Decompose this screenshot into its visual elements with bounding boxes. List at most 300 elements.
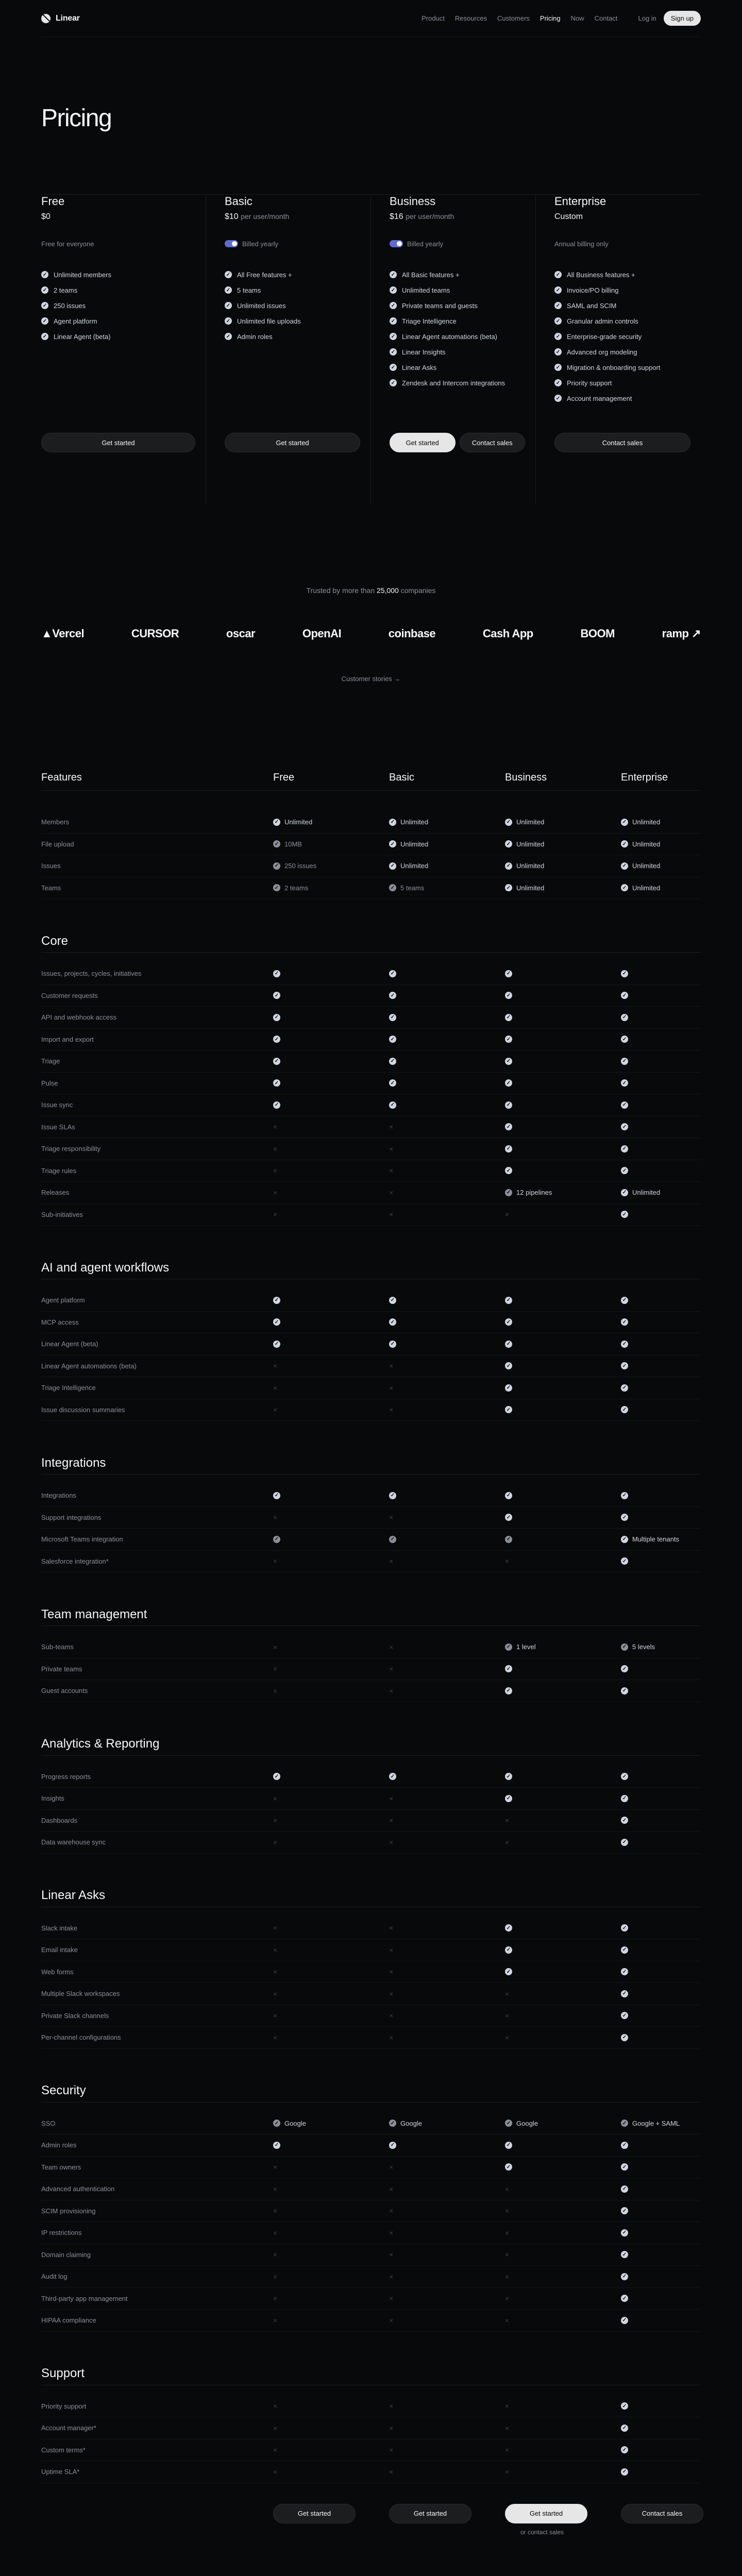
comparison-cell bbox=[621, 2317, 737, 2324]
check-icon: ✓ bbox=[389, 1058, 396, 1065]
row-label: SCIM provisioning bbox=[41, 2207, 96, 2215]
comparison-row bbox=[41, 2266, 701, 2288]
not-included-icon: × bbox=[389, 2184, 394, 2193]
comparison-cell bbox=[273, 1101, 389, 1109]
check-icon: ✓ bbox=[621, 1297, 628, 1304]
comparison-row bbox=[41, 1290, 701, 1312]
comparison-cell bbox=[505, 1406, 621, 1413]
comparison-cell bbox=[505, 840, 621, 848]
comparison-row bbox=[41, 1073, 701, 1095]
check-icon: ✓ bbox=[554, 271, 562, 278]
cell-value: Unlimited bbox=[400, 818, 429, 826]
comparison-cell bbox=[389, 1405, 505, 1414]
check-icon: ✓ bbox=[389, 970, 396, 977]
plan-note-text: Annual billing only bbox=[554, 240, 609, 248]
nav-link-customers[interactable]: Customers bbox=[497, 14, 530, 22]
comparison-cell bbox=[389, 2229, 505, 2237]
plan-ctas bbox=[225, 433, 360, 452]
check-icon: ✓ bbox=[505, 1514, 512, 1521]
plan-feature-label: 250 issues bbox=[54, 301, 86, 310]
check-icon: ✓ bbox=[273, 970, 280, 977]
not-included-icon: × bbox=[273, 1144, 278, 1153]
plan-price-suffix: per user/month bbox=[241, 212, 290, 221]
not-included-icon: × bbox=[273, 1989, 278, 1998]
row-label: Releases bbox=[41, 1189, 70, 1197]
cta-cell bbox=[621, 2504, 737, 2524]
plan-feature-label: Migration & onboarding support bbox=[567, 363, 661, 371]
contact-sales-button[interactable]: Contact sales bbox=[460, 433, 526, 452]
plan-feature-item bbox=[390, 282, 525, 298]
check-icon: ✓ bbox=[273, 992, 280, 999]
cell-value: Unlimited bbox=[632, 840, 661, 848]
not-included-icon: × bbox=[505, 2424, 510, 2432]
comparison-cell bbox=[621, 1839, 737, 1846]
plan-ctas bbox=[554, 433, 690, 452]
row-label: Dashboards bbox=[41, 1816, 78, 1824]
check-icon: ✓ bbox=[621, 1990, 628, 1997]
not-included-icon: × bbox=[389, 1210, 394, 1219]
check-icon: ✓ bbox=[505, 1536, 512, 1543]
plan-name: Business bbox=[390, 195, 436, 208]
cell-value: Google bbox=[400, 2119, 422, 2127]
comparison-cell bbox=[389, 1384, 505, 1392]
comparison-cell bbox=[389, 1946, 505, 1954]
check-icon: ✓ bbox=[554, 379, 562, 386]
check-icon: ✓ bbox=[621, 1189, 628, 1196]
check-icon: ✓ bbox=[505, 1795, 512, 1802]
comparison-cell bbox=[621, 1101, 737, 1109]
get-started-button[interactable]: Get started bbox=[505, 2504, 587, 2523]
not-included-icon: × bbox=[505, 2207, 510, 2215]
page-title: Pricing bbox=[41, 105, 112, 132]
not-included-icon: × bbox=[273, 2033, 278, 2042]
comparison-cell bbox=[621, 2273, 737, 2280]
check-icon: ✓ bbox=[389, 1079, 396, 1087]
not-included-icon: × bbox=[505, 2011, 510, 2020]
comparison-row bbox=[41, 963, 701, 985]
not-included-icon: × bbox=[273, 2011, 278, 2020]
not-included-icon: × bbox=[273, 1686, 278, 1695]
comparison-row bbox=[41, 1551, 701, 1573]
not-included-icon: × bbox=[389, 1686, 394, 1695]
comparison-cell bbox=[621, 1341, 737, 1348]
check-icon: ✓ bbox=[390, 379, 397, 386]
nav-link-pricing[interactable]: Pricing bbox=[539, 14, 561, 22]
comparison-cell bbox=[389, 1492, 505, 1499]
comparison-cell bbox=[505, 1514, 621, 1521]
comparison-cell bbox=[621, 2120, 737, 2127]
comparison-row bbox=[41, 1810, 701, 1832]
comparison-row bbox=[41, 1333, 701, 1355]
nav-link-product[interactable]: Product bbox=[421, 14, 445, 22]
row-label: Import and export bbox=[41, 1035, 94, 1043]
plan-feature-item bbox=[554, 391, 690, 406]
customer-stories-link[interactable]: Customer stories → bbox=[341, 675, 401, 683]
category-title-analytics-reporting: Analytics & Reporting bbox=[41, 1733, 701, 1756]
comparison-cell bbox=[273, 1210, 389, 1218]
comparison-cell bbox=[389, 2294, 505, 2302]
comparison-cell bbox=[273, 1643, 389, 1651]
comparison-cell bbox=[273, 992, 389, 999]
comparison-row bbox=[41, 1485, 701, 1507]
plan-price-amount: Custom bbox=[554, 212, 583, 221]
comparison-cell bbox=[621, 1492, 737, 1499]
not-included-icon: × bbox=[273, 2402, 278, 2411]
check-icon: ✓ bbox=[389, 1014, 396, 1021]
plan-feature-label: Linear Insights bbox=[402, 348, 446, 356]
comparison-row bbox=[41, 1658, 701, 1681]
comparison-cell bbox=[273, 862, 389, 870]
comparison-cell bbox=[505, 1536, 621, 1543]
comparison-row bbox=[41, 834, 701, 856]
trusted-suffix: companies bbox=[400, 586, 436, 595]
check-icon: ✓ bbox=[41, 317, 48, 325]
plan-feature-item bbox=[390, 267, 525, 282]
comparison-cell bbox=[389, 970, 505, 977]
comparison-row bbox=[41, 1138, 701, 1160]
plan-feature-label: Unlimited file uploads bbox=[237, 317, 301, 325]
check-icon: ✓ bbox=[273, 1079, 280, 1087]
plan-ctas bbox=[390, 433, 525, 452]
comparison-cell bbox=[621, 1297, 737, 1304]
not-included-icon: × bbox=[389, 1188, 394, 1197]
check-icon: ✓ bbox=[41, 302, 48, 309]
comparison-row bbox=[41, 1182, 701, 1204]
comparison-cell bbox=[389, 1123, 505, 1131]
check-icon: ✓ bbox=[505, 992, 512, 999]
not-included-icon: × bbox=[273, 2446, 278, 2454]
plan-feature-item bbox=[225, 282, 360, 298]
comparison-cell bbox=[505, 2185, 621, 2193]
comparison-cell bbox=[621, 818, 737, 826]
not-included-icon: × bbox=[389, 1989, 394, 1998]
comparison-cell bbox=[505, 1924, 621, 1931]
comparison-cell bbox=[389, 1687, 505, 1695]
comparison-row bbox=[41, 2157, 701, 2179]
category-title-integrations: Integrations bbox=[41, 1452, 701, 1475]
get-started-button[interactable]: Get started bbox=[390, 433, 456, 452]
comparison-cell bbox=[389, 1318, 505, 1326]
not-included-icon: × bbox=[505, 1210, 510, 1219]
plan-feature-item bbox=[554, 298, 690, 313]
comparison-cell bbox=[505, 2229, 621, 2237]
not-included-icon: × bbox=[389, 2467, 394, 2476]
comparison-row bbox=[41, 877, 701, 900]
row-label: Salesforce integration* bbox=[41, 1557, 109, 1565]
row-label: Uptime SLA* bbox=[41, 2468, 80, 2476]
category-title-linear-asks: Linear Asks bbox=[41, 1885, 701, 1907]
comparison-cell bbox=[621, 1687, 737, 1694]
check-icon: ✓ bbox=[225, 271, 232, 278]
row-label: Members bbox=[41, 818, 70, 826]
login-link[interactable]: Log in bbox=[638, 14, 656, 22]
not-included-icon: × bbox=[273, 2207, 278, 2215]
check-icon: ✓ bbox=[621, 1968, 628, 1975]
category-title-ai-and-agent-workflows: AI and agent workflows bbox=[41, 1257, 701, 1279]
comparison-row bbox=[41, 2178, 701, 2200]
comparison-row bbox=[41, 2027, 701, 2049]
category-title-core: Core bbox=[41, 930, 701, 953]
check-icon: ✓ bbox=[505, 1492, 512, 1499]
row-label: Pulse bbox=[41, 1079, 58, 1087]
comparison-cell bbox=[621, 2295, 737, 2302]
comparison-cell bbox=[621, 2229, 737, 2236]
plan-feature-item bbox=[390, 344, 525, 360]
plan-feature-label: All Free features + bbox=[237, 270, 292, 279]
comparison-cell bbox=[505, 2468, 621, 2476]
comparison-row bbox=[41, 1680, 701, 1702]
comparison-header-free: Free bbox=[273, 772, 295, 783]
plan-features bbox=[225, 267, 360, 344]
plan-billing-note bbox=[390, 239, 525, 248]
billing-toggle[interactable] bbox=[225, 240, 238, 247]
check-icon: ✓ bbox=[273, 1014, 280, 1021]
comparison-cell bbox=[389, 2033, 505, 2042]
comparison-cell bbox=[505, 1687, 621, 1694]
comparison-row bbox=[41, 1094, 701, 1116]
check-icon: ✓ bbox=[621, 2012, 628, 2019]
row-label: IP restrictions bbox=[41, 2229, 82, 2237]
cell-value: Unlimited bbox=[516, 862, 545, 870]
check-icon: ✓ bbox=[225, 317, 232, 325]
comparison-cell bbox=[505, 1795, 621, 1802]
comparison-cell bbox=[389, 818, 505, 826]
comparison-cell bbox=[505, 1167, 621, 1174]
plan-feature-label: Unlimited teams bbox=[402, 286, 450, 294]
get-started-button[interactable]: Get started bbox=[41, 433, 195, 452]
get-started-button[interactable]: Get started bbox=[273, 2504, 356, 2523]
check-icon: ✓ bbox=[554, 364, 562, 371]
comparison-cell bbox=[621, 1990, 737, 1997]
not-included-icon: × bbox=[389, 1383, 394, 1392]
comparison-ctas bbox=[41, 2504, 701, 2524]
not-included-icon: × bbox=[389, 2250, 394, 2259]
not-included-icon: × bbox=[389, 2316, 394, 2325]
check-icon: ✓ bbox=[554, 348, 562, 355]
check-icon: ✓ bbox=[505, 1058, 512, 1065]
check-icon: ✓ bbox=[389, 840, 396, 848]
check-icon: ✓ bbox=[41, 333, 48, 340]
comparison-cell bbox=[389, 840, 505, 848]
check-icon: ✓ bbox=[389, 1492, 396, 1499]
comparison-row bbox=[41, 2439, 701, 2462]
check-icon: ✓ bbox=[505, 1145, 512, 1153]
comparison-cell bbox=[505, 970, 621, 977]
contact-sales-link[interactable]: or contact sales bbox=[520, 2528, 564, 2536]
signup-button[interactable]: Sign up bbox=[664, 11, 701, 26]
linear-logo-icon bbox=[41, 14, 50, 23]
comparison-cell bbox=[389, 1513, 505, 1521]
plan-feature-item bbox=[225, 298, 360, 313]
check-icon: ✓ bbox=[389, 884, 396, 891]
comparison-cell bbox=[389, 2273, 505, 2281]
plan-card-enterprise bbox=[536, 195, 701, 504]
check-icon: ✓ bbox=[621, 1384, 628, 1392]
comparison-row bbox=[41, 1204, 701, 1226]
check-icon: ✓ bbox=[505, 1123, 512, 1130]
comparison-row bbox=[41, 1529, 701, 1551]
check-icon: ✓ bbox=[389, 1036, 396, 1043]
comparison-cell bbox=[621, 1211, 737, 1218]
check-icon: ✓ bbox=[273, 1492, 280, 1499]
row-label: Private Slack channels bbox=[41, 2011, 109, 2020]
check-icon: ✓ bbox=[621, 1058, 628, 1065]
comparison-cell bbox=[273, 1773, 389, 1780]
comparison-cell bbox=[621, 1189, 737, 1196]
comparison-cell bbox=[505, 2207, 621, 2215]
check-icon: ✓ bbox=[389, 1318, 396, 1326]
comparison-cell bbox=[621, 2251, 737, 2258]
comparison-cell bbox=[621, 1167, 737, 1174]
nav-link-contact[interactable]: Contact bbox=[594, 14, 618, 22]
row-label: Data warehouse sync bbox=[41, 1838, 106, 1846]
billing-toggle[interactable] bbox=[390, 240, 403, 247]
get-started-button[interactable]: Get started bbox=[225, 433, 360, 452]
comparison-cell bbox=[273, 1014, 389, 1021]
comparison-cell bbox=[505, 1341, 621, 1348]
plan-feature-label: Priority support bbox=[567, 379, 612, 387]
comparison-header-features: Features bbox=[41, 772, 82, 783]
comparison-cell bbox=[621, 1036, 737, 1043]
feature-comparison bbox=[41, 765, 701, 2536]
not-included-icon: × bbox=[389, 1642, 394, 1651]
comparison-cell bbox=[621, 2468, 737, 2476]
not-included-icon: × bbox=[273, 1557, 278, 1566]
comparison-cell bbox=[273, 1492, 389, 1499]
comparison-cell bbox=[389, 1773, 505, 1780]
comparison-header-enterprise: Enterprise bbox=[621, 772, 668, 783]
comparison-cell bbox=[621, 1773, 737, 1780]
comparison-cell bbox=[505, 2402, 621, 2410]
plan-billing-note bbox=[554, 239, 690, 248]
check-icon: ✓ bbox=[621, 970, 628, 977]
comparison-cell bbox=[621, 1643, 737, 1651]
check-icon: ✓ bbox=[554, 395, 562, 402]
comparison-cell bbox=[273, 2229, 389, 2237]
check-icon: ✓ bbox=[390, 348, 397, 355]
category-title-team-management: Team management bbox=[41, 1603, 701, 1626]
customer-logos bbox=[41, 623, 701, 644]
row-label: Priority support bbox=[41, 2402, 87, 2410]
row-label: Audit log bbox=[41, 2273, 68, 2281]
not-included-icon: × bbox=[273, 2250, 278, 2259]
comparison-cell bbox=[505, 1079, 621, 1087]
comparison-cell bbox=[273, 1079, 389, 1087]
plan-feature-item bbox=[225, 267, 360, 282]
plan-feature-label: All Basic features + bbox=[402, 270, 460, 279]
check-icon: ✓ bbox=[505, 1384, 512, 1392]
brand-logo[interactable] bbox=[41, 14, 80, 23]
check-icon: ✓ bbox=[273, 1058, 280, 1065]
not-included-icon: × bbox=[505, 1816, 510, 1825]
trusted-count: 25,000 bbox=[377, 586, 399, 595]
plan-feature-item bbox=[390, 313, 525, 329]
check-icon: ✓ bbox=[273, 2120, 280, 2127]
comparison-cell bbox=[273, 1123, 389, 1131]
not-included-icon: × bbox=[505, 2294, 510, 2303]
plan-feature-label: Account management bbox=[567, 394, 632, 402]
not-included-icon: × bbox=[389, 2424, 394, 2432]
cell-value: Google bbox=[516, 2119, 538, 2127]
cell-value: Unlimited bbox=[632, 862, 661, 870]
comparison-cell bbox=[621, 2163, 737, 2171]
comparison-cell bbox=[505, 1773, 621, 1780]
comparison-cell bbox=[621, 1665, 737, 1672]
check-icon: ✓ bbox=[390, 302, 397, 309]
comparison-cell bbox=[621, 862, 737, 870]
comparison-cell bbox=[389, 1079, 505, 1087]
comparison-cell bbox=[621, 1817, 737, 1824]
comparison-cell bbox=[389, 1362, 505, 1370]
check-icon: ✓ bbox=[505, 1946, 512, 1954]
check-icon: ✓ bbox=[505, 1406, 512, 1413]
comparison-cell bbox=[273, 1036, 389, 1043]
contact-sales-button[interactable]: Contact sales bbox=[621, 2504, 703, 2523]
check-icon: ✓ bbox=[273, 1536, 280, 1543]
nav-link-now[interactable]: Now bbox=[570, 14, 584, 22]
comparison-cell bbox=[273, 2207, 389, 2215]
plan-price bbox=[390, 212, 525, 222]
comparison-row bbox=[41, 1007, 701, 1029]
not-included-icon: × bbox=[273, 1188, 278, 1197]
check-icon: ✓ bbox=[389, 1297, 396, 1304]
not-included-icon: × bbox=[273, 1405, 278, 1414]
cell-value: Unlimited bbox=[632, 1189, 661, 1197]
comparison-cell bbox=[505, 1362, 621, 1369]
row-label: Third-party app management bbox=[41, 2294, 128, 2302]
comparison-cell bbox=[273, 2250, 389, 2259]
category-title-support: Support bbox=[41, 2363, 701, 2385]
comparison-cell bbox=[389, 1968, 505, 1976]
contact-sales-button[interactable]: Contact sales bbox=[554, 433, 690, 452]
check-icon: ✓ bbox=[505, 819, 512, 826]
nav-link-resources[interactable]: Resources bbox=[454, 14, 487, 22]
comparison-cell bbox=[389, 2250, 505, 2259]
comparison-cell bbox=[273, 1794, 389, 1803]
check-icon: ✓ bbox=[621, 1036, 628, 1043]
plan-feature-label: Private teams and guests bbox=[402, 301, 478, 310]
comparison-cell bbox=[389, 862, 505, 870]
not-included-icon: × bbox=[505, 1989, 510, 1998]
comparison-cell bbox=[621, 2425, 737, 2432]
row-label: Insights bbox=[41, 1794, 64, 1803]
not-included-icon: × bbox=[389, 1405, 394, 1414]
row-label: Linear Agent automations (beta) bbox=[41, 1362, 137, 1370]
check-icon: ✓ bbox=[273, 2142, 280, 2149]
cell-value: Google + SAML bbox=[632, 2119, 680, 2127]
check-icon: ✓ bbox=[505, 2120, 512, 2127]
check-icon: ✓ bbox=[621, 1557, 628, 1565]
comparison-cell bbox=[505, 992, 621, 999]
get-started-button[interactable]: Get started bbox=[389, 2504, 471, 2523]
cell-value: Unlimited bbox=[632, 884, 661, 892]
plan-note-text: Billed yearly bbox=[407, 240, 444, 248]
trusted-by bbox=[41, 586, 701, 595]
check-icon: ✓ bbox=[621, 2295, 628, 2302]
comparison-cell bbox=[621, 1946, 737, 1954]
not-included-icon: × bbox=[273, 1166, 278, 1175]
row-label: Agent platform bbox=[41, 1296, 85, 1304]
check-icon: ✓ bbox=[41, 286, 48, 294]
comparison-cell bbox=[389, 992, 505, 999]
comparison-cell bbox=[389, 1838, 505, 1846]
customer-logo-oscar: oscar bbox=[226, 627, 256, 640]
comparison-header-business: Business bbox=[505, 772, 547, 783]
comparison-row bbox=[41, 2200, 701, 2223]
customer-logo-cursor: CURSOR bbox=[131, 627, 179, 640]
check-icon: ✓ bbox=[505, 1665, 512, 1672]
comparison-cell bbox=[273, 1946, 389, 1954]
